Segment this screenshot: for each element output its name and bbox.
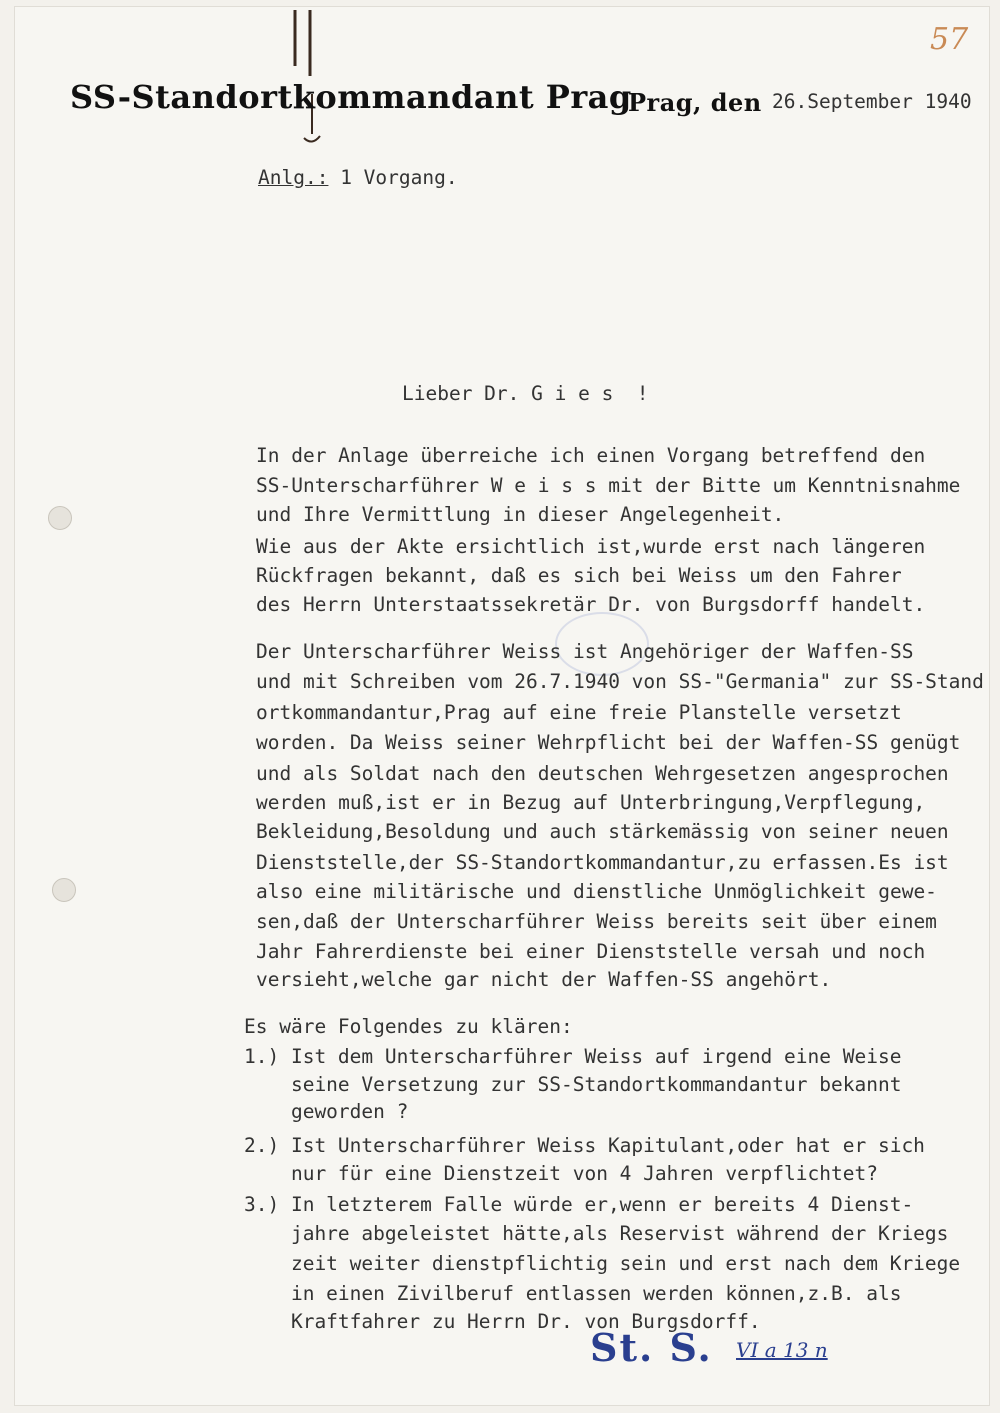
body-line: also eine militärische und dienstliche Unmöglichkeit gewe- — [256, 880, 937, 903]
question-line: in einen Zivilberuf entlassen werden können,z.B. als — [244, 1282, 902, 1305]
salutation: Lieber Dr. G i e s ! — [402, 382, 649, 405]
body-line: sen,daß der Unterscharführer Weiss bereits seit über einem — [256, 910, 937, 933]
body-line: Jahr Fahrerdienste bei einer Dienststelle versah und noch — [256, 940, 926, 963]
handwritten-file-number: VI a 13 n — [736, 1338, 828, 1362]
punch-hole-bottom — [52, 878, 76, 902]
question-line: nur für eine Dienstzeit von 4 Jahren verpflichtet? — [244, 1162, 878, 1185]
enclosure-value: 1 Vorgang. — [340, 166, 458, 189]
enclosure-line — [258, 166, 458, 189]
question-line: jahre abgeleistet hätte,als Reservist während der Kriegs — [244, 1222, 949, 1245]
letterhead: SS-Standortkommandant Prag — [70, 78, 632, 116]
body-line: und mit Schreiben vom 26.7.1940 von SS-"Germania" zur SS-Stand — [256, 670, 984, 693]
handwritten-reference: St. S. — [590, 1325, 713, 1370]
body-line: Rückfragen bekannt, daß es sich bei Weiss um den Fahrer — [256, 564, 902, 587]
place-date-label: Prag, den — [628, 88, 762, 117]
body-line: SS-Unterscharführer W e i s s mit der Bitte um Kenntnisnahme — [256, 474, 961, 497]
question-line: Kraftfahrer zu Herrn Dr. von Burgsdorff. — [244, 1310, 761, 1333]
body-line: Dienststelle,der SS-Standortkommandantur,zu erfassen.Es ist — [256, 851, 949, 874]
enclosure-label: Anlg.: — [258, 166, 329, 189]
body-line: werden muß,ist er in Bezug auf Unterbringung,Verpflegung, — [256, 791, 926, 814]
body-line: und als Soldat nach den deutschen Wehrgesetzen angesprochen — [256, 762, 949, 785]
question-line: geworden ? — [244, 1100, 409, 1123]
page-number: 57 — [930, 22, 969, 57]
questions-intro: Es wäre Folgendes zu klären: — [244, 1015, 573, 1038]
file-clip-marks — [286, 6, 336, 146]
question-line: 1.) Ist dem Unterscharführer Weiss auf irgend eine Weise — [244, 1045, 902, 1068]
body-line: Wie aus der Akte ersichtlich ist,wurde erst nach längeren — [256, 535, 926, 558]
body-line: In der Anlage überreiche ich einen Vorgang betreffend den — [256, 444, 926, 467]
question-line: 2.) Ist Unterscharführer Weiss Kapitulant,oder hat er sich — [244, 1134, 925, 1157]
body-line: des Herrn Unterstaatssekretär Dr. von Burgsdorff handelt. — [256, 593, 926, 616]
punch-hole-top — [48, 506, 72, 530]
question-line: seine Versetzung zur SS-Standortkommandantur bekannt — [244, 1073, 902, 1096]
body-line: Der Unterscharführer Weiss ist Angehöriger der Waffen-SS — [256, 640, 914, 663]
body-line: worden. Da Weiss seiner Wehrpflicht bei der Waffen-SS genügt — [256, 731, 961, 754]
body-line: ortkommandantur,Prag auf eine freie Planstelle versetzt — [256, 701, 902, 724]
body-line: und Ihre Vermittlung in dieser Angelegenheit. — [256, 503, 785, 526]
question-line: 3.) In letzterem Falle würde er,wenn er bereits 4 Dienst- — [244, 1193, 914, 1216]
question-line: zeit weiter dienstpflichtig sein und erst nach dem Kriege — [244, 1252, 961, 1275]
body-line: versieht,welche gar nicht der Waffen-SS angehört. — [256, 968, 832, 991]
body-line: Bekleidung,Besoldung und auch stärkemässig von seiner neuen — [256, 820, 949, 843]
date: 26.September 1940 — [772, 90, 972, 113]
